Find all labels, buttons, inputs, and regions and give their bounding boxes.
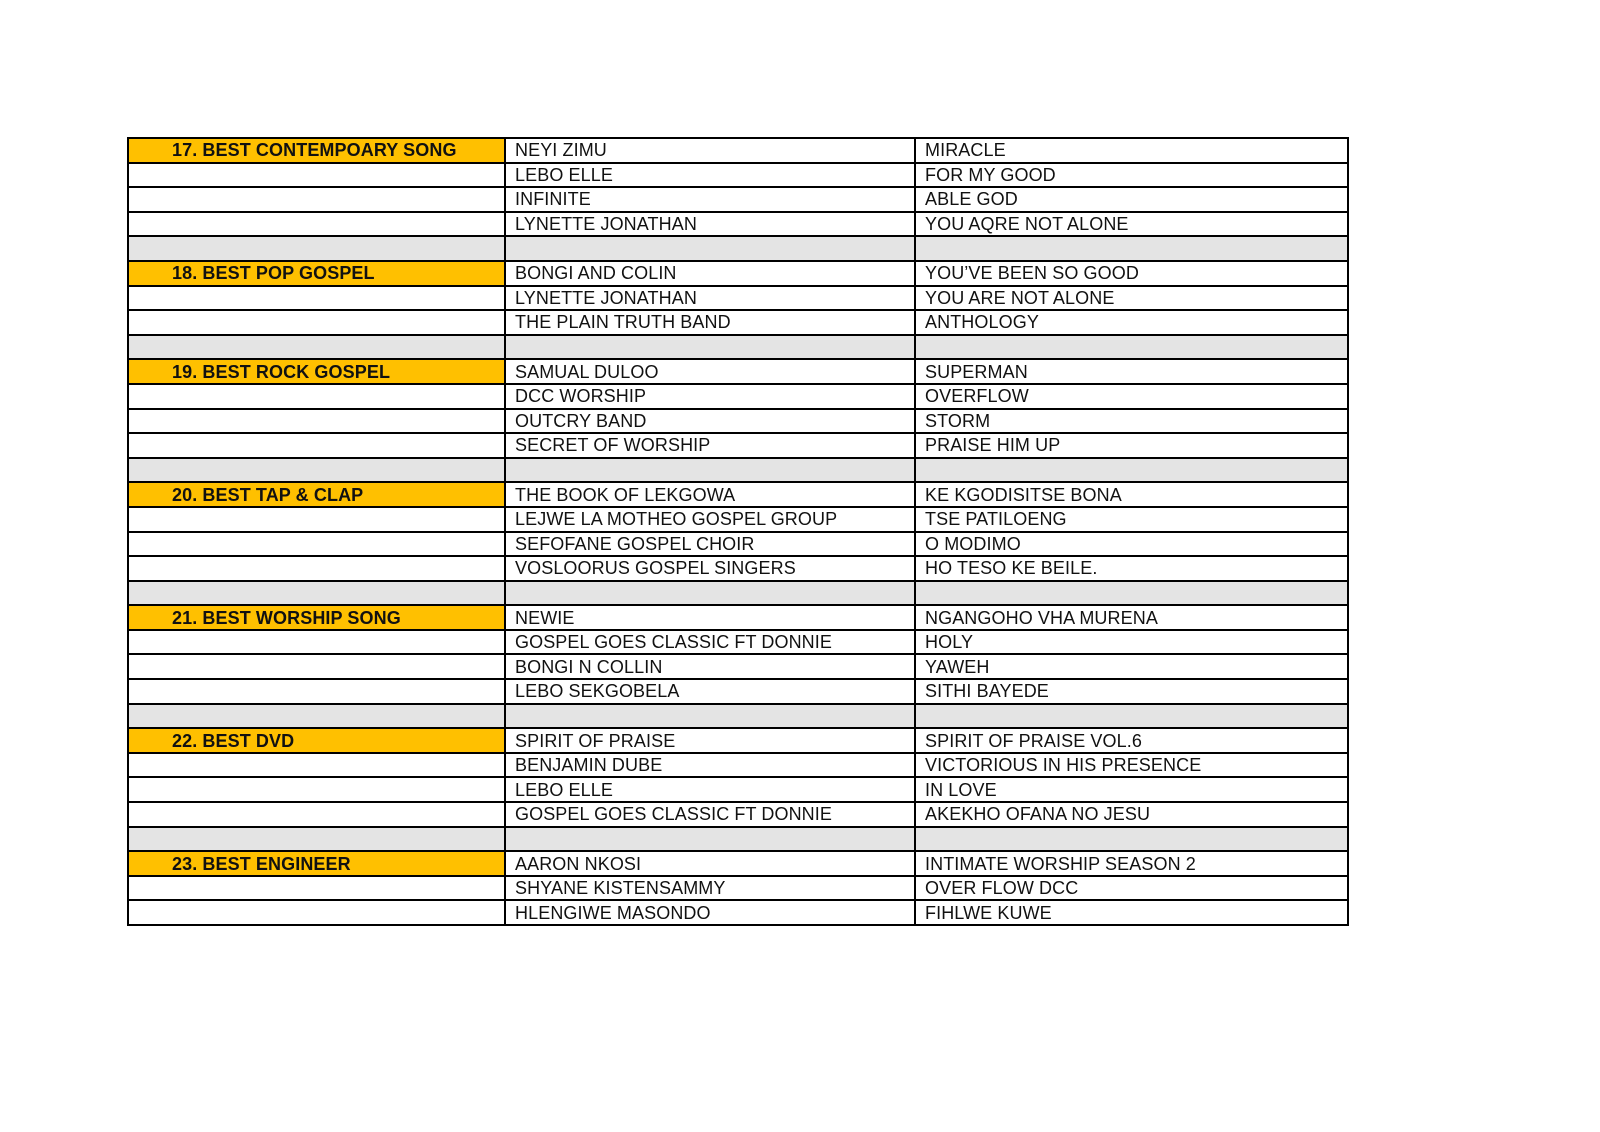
spacer-cell	[915, 827, 1348, 852]
category-cell-empty	[128, 679, 505, 704]
nominated-work: MIRACLE	[915, 138, 1348, 163]
spacer-row	[128, 458, 1348, 483]
category-label: 20. BEST TAP & CLAP	[128, 482, 505, 507]
nominee-row	[128, 532, 1348, 557]
nominated-work: O MODIMO	[915, 532, 1348, 557]
nominee-row	[128, 187, 1348, 212]
category-cell-empty	[128, 802, 505, 827]
spacer-cell	[505, 581, 915, 606]
nominee-row	[128, 359, 1348, 384]
nominee-name: VOSLOORUS GOSPEL SINGERS	[505, 556, 915, 581]
nominated-work: ANTHOLOGY	[915, 310, 1348, 335]
category-cell-empty	[128, 876, 505, 901]
spacer-cell	[505, 236, 915, 261]
nominated-work: SITHI BAYEDE	[915, 679, 1348, 704]
spacer-cell	[915, 704, 1348, 729]
nominee-name: SEFOFANE GOSPEL CHOIR	[505, 532, 915, 557]
spacer-cell	[505, 827, 915, 852]
table-body	[128, 138, 1348, 925]
nominated-work: YAWEH	[915, 654, 1348, 679]
category-cell-empty	[128, 507, 505, 532]
category-cell-empty	[128, 753, 505, 778]
nominated-work: NGANGOHO VHA MURENA	[915, 605, 1348, 630]
nominee-row	[128, 310, 1348, 335]
category-label: 18. BEST POP GOSPEL	[128, 261, 505, 286]
nominated-work: STORM	[915, 409, 1348, 434]
nominated-work: HO TESO KE BEILE.	[915, 556, 1348, 581]
nominee-row	[128, 876, 1348, 901]
spacer-cell	[915, 236, 1348, 261]
nominee-name: LEBO ELLE	[505, 163, 915, 188]
spacer-row	[128, 827, 1348, 852]
category-cell-empty	[128, 163, 505, 188]
category-cell-empty	[128, 409, 505, 434]
nominee-name: LEBO SEKGOBELA	[505, 679, 915, 704]
nominated-work: FOR MY GOOD	[915, 163, 1348, 188]
nominee-name: SPIRIT OF PRAISE	[505, 728, 915, 753]
nominee-row	[128, 900, 1348, 925]
nominee-row	[128, 777, 1348, 802]
nominee-row	[128, 654, 1348, 679]
nominated-work: INTIMATE WORSHIP SEASON 2	[915, 851, 1348, 876]
category-cell-empty	[128, 777, 505, 802]
nominee-name: SAMUAL DULOO	[505, 359, 915, 384]
nominee-row	[128, 728, 1348, 753]
nominee-name: SHYANE KISTENSAMMY	[505, 876, 915, 901]
nominee-row	[128, 630, 1348, 655]
spacer-row	[128, 581, 1348, 606]
nominee-name: GOSPEL GOES CLASSIC FT DONNIE	[505, 630, 915, 655]
nominee-row	[128, 507, 1348, 532]
nominated-work: YOU AQRE NOT ALONE	[915, 212, 1348, 237]
spacer-row	[128, 335, 1348, 360]
spacer-cell	[128, 581, 505, 606]
spacer-cell	[505, 458, 915, 483]
category-label: 21. BEST WORSHIP SONG	[128, 605, 505, 630]
nominee-name: HLENGIWE MASONDO	[505, 900, 915, 925]
nominees-table	[127, 137, 1349, 926]
nominee-name: NEWIE	[505, 605, 915, 630]
nominated-work: FIHLWE KUWE	[915, 900, 1348, 925]
nominated-work: IN LOVE	[915, 777, 1348, 802]
nominee-name: THE BOOK OF LEKGOWA	[505, 482, 915, 507]
nominee-name: LEBO ELLE	[505, 777, 915, 802]
nominee-row	[128, 482, 1348, 507]
nominee-name: THE PLAIN TRUTH BAND	[505, 310, 915, 335]
nominee-name: AARON NKOSI	[505, 851, 915, 876]
category-cell-empty	[128, 630, 505, 655]
nominee-row	[128, 409, 1348, 434]
category-cell-empty	[128, 900, 505, 925]
nominee-row	[128, 163, 1348, 188]
nominated-work: SPIRIT OF PRAISE VOL.6	[915, 728, 1348, 753]
nominee-name: LYNETTE JONATHAN	[505, 286, 915, 311]
nominated-work: PRAISE HIM UP	[915, 433, 1348, 458]
nominated-work: OVERFLOW	[915, 384, 1348, 409]
spacer-cell	[128, 458, 505, 483]
nominated-work: TSE PATILOENG	[915, 507, 1348, 532]
nominated-work: OVER FLOW DCC	[915, 876, 1348, 901]
category-label: 22. BEST DVD	[128, 728, 505, 753]
category-label: 19. BEST ROCK GOSPEL	[128, 359, 505, 384]
category-cell-empty	[128, 433, 505, 458]
nominee-name: OUTCRY BAND	[505, 409, 915, 434]
nominee-row	[128, 212, 1348, 237]
spacer-cell	[505, 335, 915, 360]
nominated-work: YOU ARE NOT ALONE	[915, 286, 1348, 311]
spacer-cell	[915, 458, 1348, 483]
nominee-name: BENJAMIN DUBE	[505, 753, 915, 778]
category-cell-empty	[128, 187, 505, 212]
nominated-work: HOLY	[915, 630, 1348, 655]
spacer-cell	[128, 704, 505, 729]
category-cell-empty	[128, 310, 505, 335]
nominee-row	[128, 433, 1348, 458]
category-label: 23. BEST ENGINEER	[128, 851, 505, 876]
category-cell-empty	[128, 212, 505, 237]
nominee-name: DCC WORSHIP	[505, 384, 915, 409]
spacer-cell	[128, 827, 505, 852]
nominated-work: ABLE GOD	[915, 187, 1348, 212]
nominee-row	[128, 286, 1348, 311]
nominee-row	[128, 605, 1348, 630]
nominee-row	[128, 138, 1348, 163]
nominee-row	[128, 753, 1348, 778]
category-label: 17. BEST CONTEMPOARY SONG	[128, 138, 505, 163]
category-cell-empty	[128, 286, 505, 311]
category-cell-empty	[128, 654, 505, 679]
nominee-name: NEYI ZIMU	[505, 138, 915, 163]
nominee-row	[128, 802, 1348, 827]
nominated-work: SUPERMAN	[915, 359, 1348, 384]
nominee-row	[128, 679, 1348, 704]
category-cell-empty	[128, 532, 505, 557]
spacer-cell	[128, 236, 505, 261]
nominee-name: GOSPEL GOES CLASSIC FT DONNIE	[505, 802, 915, 827]
spacer-cell	[128, 335, 505, 360]
spacer-cell	[505, 704, 915, 729]
nominee-name: BONGI AND COLIN	[505, 261, 915, 286]
spacer-cell	[915, 581, 1348, 606]
nominee-row	[128, 261, 1348, 286]
nominee-name: SECRET OF WORSHIP	[505, 433, 915, 458]
nominated-work: KE KGODISITSE BONA	[915, 482, 1348, 507]
nominee-name: LEJWE LA MOTHEO GOSPEL GROUP	[505, 507, 915, 532]
nominated-work: AKEKHO OFANA NO JESU	[915, 802, 1348, 827]
spacer-row	[128, 236, 1348, 261]
nominee-row	[128, 851, 1348, 876]
nominated-work: YOU’VE BEEN SO GOOD	[915, 261, 1348, 286]
nominated-work: VICTORIOUS IN HIS PRESENCE	[915, 753, 1348, 778]
nominee-name: LYNETTE JONATHAN	[505, 212, 915, 237]
spacer-cell	[915, 335, 1348, 360]
category-cell-empty	[128, 384, 505, 409]
category-cell-empty	[128, 556, 505, 581]
nominee-name: BONGI N COLLIN	[505, 654, 915, 679]
spacer-row	[128, 704, 1348, 729]
nominee-row	[128, 384, 1348, 409]
nominee-name: INFINITE	[505, 187, 915, 212]
nominee-row	[128, 556, 1348, 581]
